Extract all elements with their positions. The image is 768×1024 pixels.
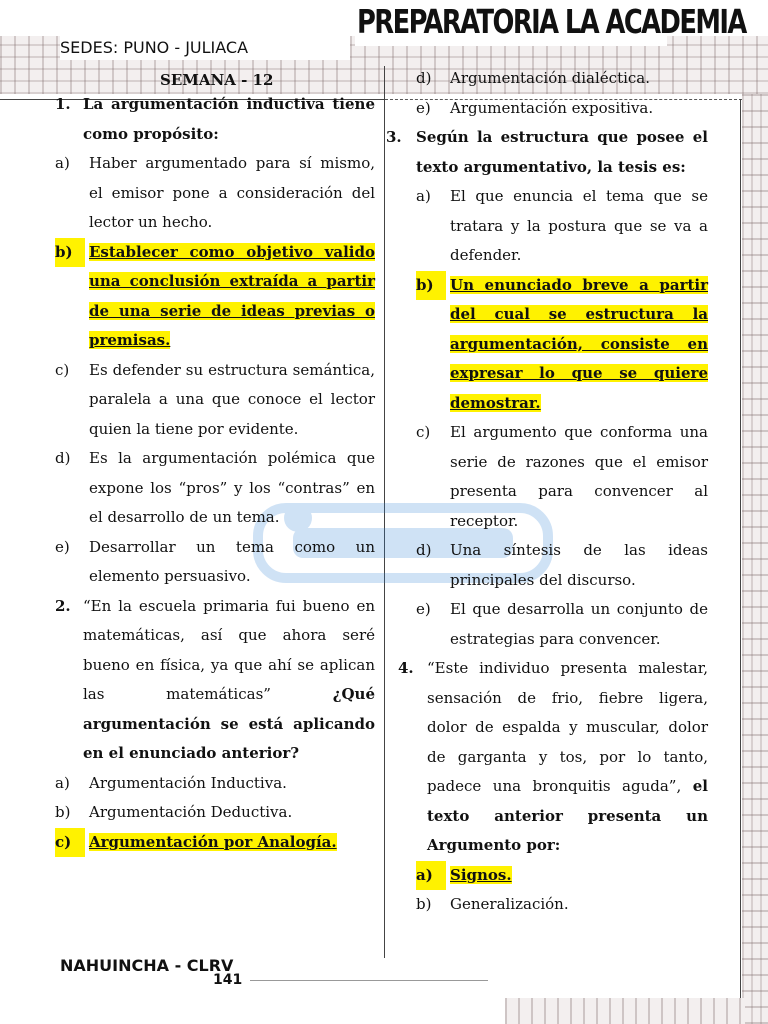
- option-text: Desarrollar un tema como un elemento persuasivo.: [89, 537, 375, 585]
- option-row-answer: [55, 238, 375, 356]
- option-letter: e): [416, 600, 431, 618]
- question-number: 4.: [398, 659, 414, 677]
- option-row: [55, 798, 375, 828]
- option-letter: b): [55, 238, 85, 268]
- decorative-border-bottom: [505, 998, 745, 1024]
- question-stem: Según la estructura que posee el texto argumentativo, la tesis es:: [416, 128, 708, 176]
- question-number: 3.: [386, 128, 402, 146]
- option-text: Argumentación Deductiva.: [89, 803, 293, 821]
- option-letter: d): [416, 69, 432, 87]
- footer-rule: [250, 980, 488, 981]
- option-row-answer: [55, 828, 375, 858]
- sedes-label: SEDES: PUNO - JULIACA: [60, 38, 249, 57]
- option-letter: e): [55, 537, 70, 556]
- question-3: [386, 123, 708, 182]
- option-letter: b): [416, 271, 446, 301]
- option-text-highlighted: Establecer como objetivo valido una conclusión extraída a partir de una serie de ideas previas o premisas.: [89, 242, 375, 349]
- option-text: Argumentación expositiva.: [450, 98, 654, 117]
- question-4: [386, 654, 708, 861]
- option-row: [416, 418, 708, 536]
- question-number: 1.: [55, 95, 71, 113]
- option-text: Argumentación Inductiva.: [89, 773, 287, 792]
- question-1: [55, 90, 375, 149]
- option-row: [416, 595, 708, 654]
- brand-title: PREPARATORIA LA ACADEMIA: [357, 2, 746, 41]
- option-text: Una síntesis de las ideas principales del discurso.: [450, 541, 708, 589]
- question-2: [55, 592, 375, 769]
- option-letter: a): [55, 773, 70, 792]
- option-row: [55, 769, 375, 799]
- option-text: Es la argumentación polémica que expone los “pros” y los “contras” en el desarrollo de un tema.: [89, 449, 375, 526]
- option-letter: d): [416, 541, 432, 559]
- right-frame-line: [740, 99, 741, 998]
- option-text: El que desarrolla un conjunto de estrategias para convencer.: [450, 600, 708, 648]
- option-text-highlighted: Argumentación por Analogía.: [89, 832, 337, 851]
- option-row: [55, 533, 375, 592]
- option-row-answer: [416, 861, 708, 891]
- right-column: [386, 64, 708, 920]
- option-row: [416, 890, 708, 920]
- option-letter: d): [55, 449, 71, 467]
- option-text: Es defender su estructura semántica, paralela a una que conoce el lector quien la tiene por evidente.: [89, 360, 375, 438]
- option-text: Generalización.: [450, 895, 569, 913]
- semana-label: SEMANA - 12: [160, 71, 274, 89]
- option-letter: b): [416, 895, 432, 913]
- option-row: [55, 356, 375, 445]
- option-row: [416, 94, 708, 124]
- option-text-highlighted: Un enunciado breve a partir del cual se estructura la argumentación, consiste en expresar lo que se quiere demostrar.: [450, 275, 708, 412]
- question-stem: La argumentación inductiva tiene como propósito:: [83, 95, 375, 143]
- option-text: El argumento que conforma una serie de razones que el emisor presenta para convencer al receptor.: [450, 423, 708, 530]
- option-letter: a): [416, 187, 431, 205]
- option-text-highlighted: Signos.: [450, 865, 512, 884]
- option-letter: b): [55, 803, 71, 821]
- footer-name: NAHUINCHA - CLRV: [60, 956, 234, 975]
- question-number: 2.: [55, 596, 71, 615]
- question-prompt: el texto anterior presenta un Argumento por:: [427, 777, 708, 854]
- option-row: [416, 182, 708, 271]
- column-divider: [384, 66, 385, 958]
- option-row: [416, 536, 708, 595]
- option-row: [416, 64, 708, 94]
- question-stem: “En la escuela primaria fui bueno en matemáticas, así que ahora seré bueno en física, ya que ahí se aplican las matemáticas”: [83, 596, 375, 703]
- option-letter: e): [416, 98, 431, 117]
- option-letter: c): [55, 360, 70, 379]
- question-prompt: ¿Qué argumentación se está aplicando en el enunciado anterior?: [83, 685, 375, 762]
- option-text: El que enuncia el tema que se tratara y la postura que se va a defender.: [450, 187, 708, 264]
- option-row: [55, 444, 375, 533]
- option-letter: a): [55, 154, 70, 172]
- option-row-answer: [416, 271, 708, 419]
- option-letter: c): [55, 828, 85, 858]
- question-stem: “Este individuo presenta malestar, sensación de frio, fiebre ligera, dolor de espalda y muscular, dolor de garganta y tos, por lo tanto, padece una bronquitis aguda”,: [427, 659, 708, 795]
- page-number: 141: [213, 972, 243, 988]
- left-column: [55, 90, 375, 857]
- decorative-border-right: [742, 94, 768, 1024]
- option-row: [55, 149, 375, 238]
- option-text: Argumentación dialéctica.: [450, 69, 651, 87]
- option-text: Haber argumentado para sí mismo, el emisor pone a consideración del lector un hecho.: [89, 154, 375, 231]
- option-letter: a): [416, 861, 446, 891]
- option-letter: c): [416, 423, 431, 441]
